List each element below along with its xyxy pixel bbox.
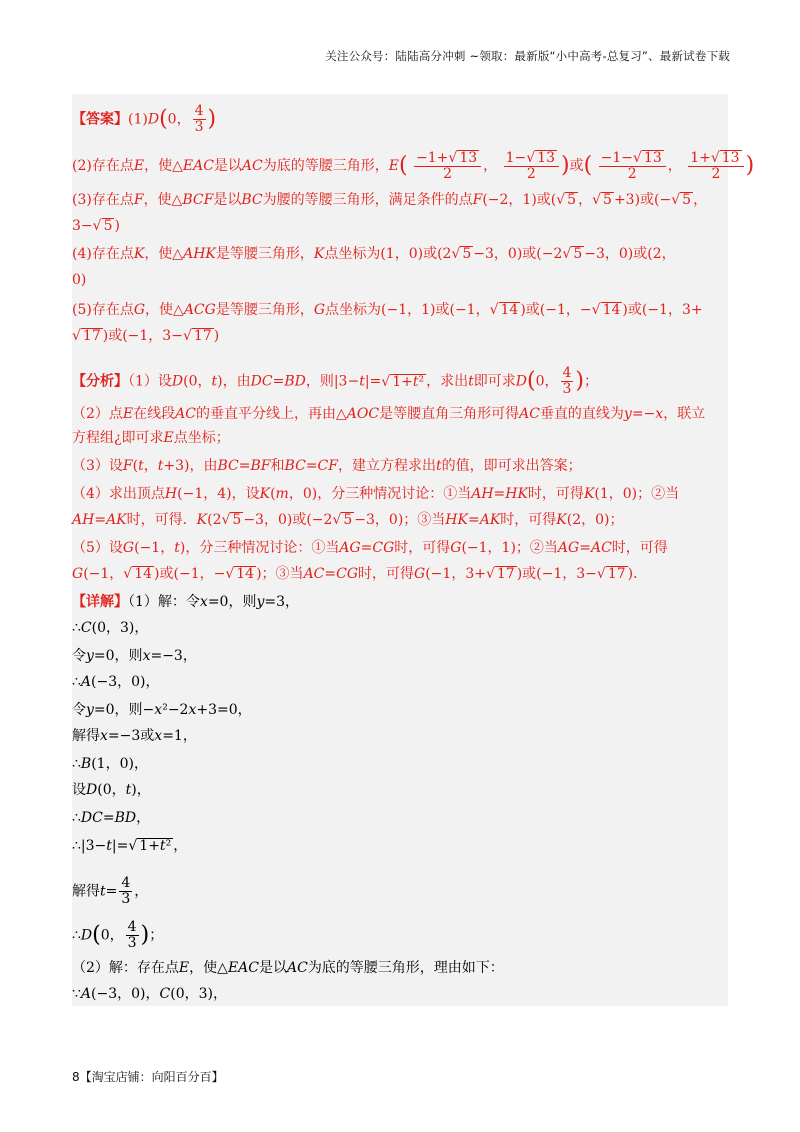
detail-4: ∴A(−3，0)， <box>72 674 160 690</box>
detail-5: 令y=0，则−x²−2x+3=0， <box>72 702 252 718</box>
page-footer <box>72 1068 224 1085</box>
detail-11: 解得t= $\frac{4}{3}$ ， <box>72 875 149 907</box>
answer-part-4: (4)存在点K，使△AHK是等腰三角形，K点坐标为(1，0)或(2√ 5 −3，0)或(−2√ 5 −3，0)或(2， <box>72 246 676 262</box>
detail-2: ∴C(0，3)， <box>72 620 149 636</box>
detail-6: 解得x=−3或x=1， <box>72 728 197 744</box>
analysis-4: （4）求出顶点H(−1，4)，设K(m，0)，分三种情况讨论：①当AH=HK时，可得K(1，0)；②当 <box>72 486 680 502</box>
shop-label: 【淘宝店铺：向阳百分百】 <box>79 1070 224 1084</box>
detail-7: ∴B(1，0)， <box>72 756 148 772</box>
page-header: 关注公众号：陆陆高分冲刺 ~领取：最新版“小中高考-总复习”、最新试卷下载 <box>325 49 730 63</box>
analysis-label: 【分析】 <box>72 373 128 390</box>
answer-part-5-cont: √ 17 )或(−1，3−√ 17 ) <box>72 328 220 344</box>
detail-9: ∴DC=BD， <box>72 810 151 826</box>
detail-8: 设D(0，t)， <box>72 782 151 798</box>
detail-1: 【详解】（1）解：令x=0，则y=3， <box>72 594 300 610</box>
detail-13: （2）解：存在点E，使△EAC是以AC为底的等腰三角形，理由如下： <box>72 960 504 976</box>
analysis-4-cont: AH=AK时，可得．K(2√ 5 −3，0)或(−2√ 5 −3，0)；③当HK=AK时，可得K(2，0)； <box>72 512 624 528</box>
answer-part-4-cont: 0) <box>72 272 87 288</box>
page-number: 8 <box>72 1070 80 1084</box>
analysis-1: 【分析】（1）设D(0，t)，由DC=BD，则|3−t|=√ 1+t² ，求出t即可求D(0， $\frac{4}{3}$ )； <box>72 365 599 397</box>
analysis-5-cont: G(−1，√ 14 )或(−1，−√ 14 )；③当AC=CG时，可得G(−1，3+√ 17 )或(−1，3−√ 17 )． <box>72 566 648 582</box>
answer-part-1: 【答案】(1)D(0， $\frac{4}{3}$ ) <box>72 103 217 135</box>
detail-12: ∴D(0， $\frac{4}{3}$ )； <box>72 919 164 951</box>
detail-14: ∵A(−3，0)，C(0，3)， <box>72 986 227 1002</box>
analysis-2-cont: 方程组¿即可求E点坐标； <box>72 430 230 446</box>
detail-3: 令y=0，则x=−3， <box>72 648 197 664</box>
answer-label: 【答案】 <box>72 111 128 128</box>
answer-part-2: (2)存在点E，使△EAC是以AC为底的等腰三角形，E( $\frac{-1+√ 13}{2}$ ， $\frac{1-√ 13}{2}$ )或( $\frac{-1-√ 13}{2}$ ， $\frac{1+√ 13}{2}$ ) <box>72 150 755 182</box>
analysis-3: （3）设F(t，t+3)，由BC=BF和BC=CF，建立方程求出t的值，即可求出答案； <box>72 458 582 474</box>
answer-part-3: (3)存在点F，使△BCF是以BC为腰的等腰三角形，满足条件的点F(−2，1)或(√ 5 ，√ 5 +3)或(−√ 5 ， <box>72 192 708 208</box>
answer-part-5: (5)存在点G，使△ACG是等腰三角形，G点坐标为(−1，1)或(−1，√ 14 )或(−1，−√ 14 )或(−1，3+ <box>72 302 703 318</box>
answer-part-3-cont: 3−√ 5 ) <box>72 218 120 234</box>
detail-label: 【详解】 <box>72 594 128 610</box>
detail-10: ∴|3−t|=√ 1+t² ， <box>72 838 188 854</box>
solution-panel <box>72 94 755 1006</box>
analysis-5: （5）设G(−1，t)，分三种情况讨论：①当AG=CG时，可得G(−1，1)；②当AG=AC时，可得 <box>72 540 668 556</box>
analysis-2: （2）点E在线段AC的垂直平分线上，再由△AOC是等腰直角三角形可得AC垂直的直线为y=−x，联立 <box>72 406 706 422</box>
